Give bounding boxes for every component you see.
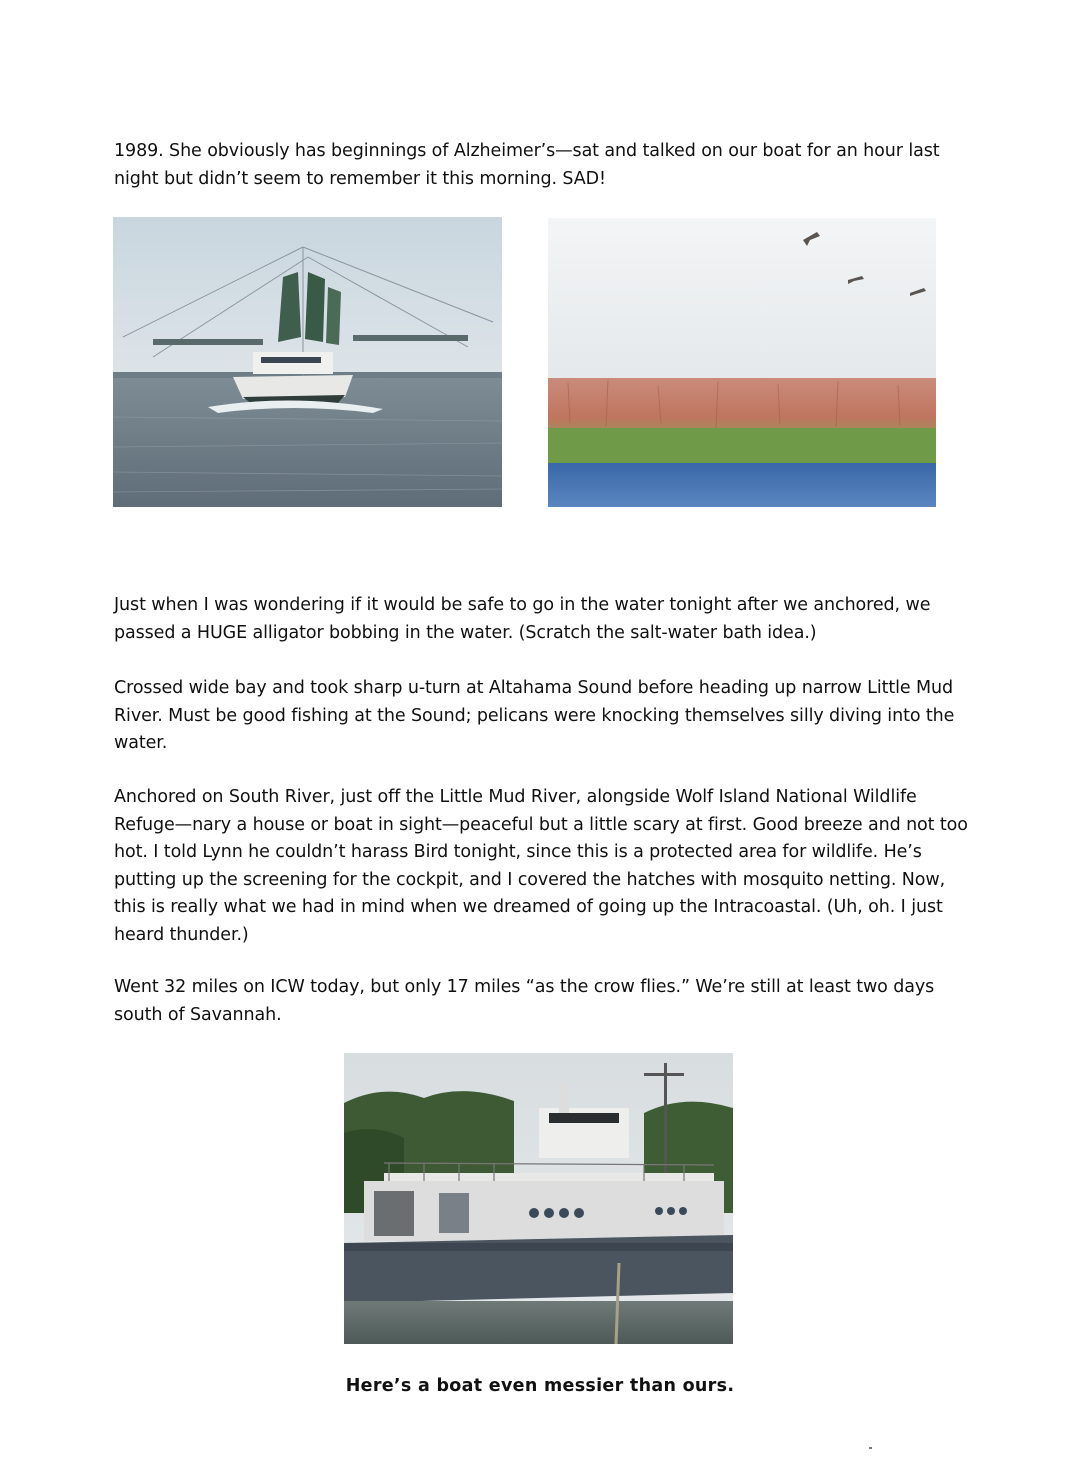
paragraph-alzheimers: 1989. She obviously has beginnings of Alzheimer’s—sat and talked on our boat for an hour last night but didn’t seem to remember it this morning. SAD! <box>114 141 940 189</box>
paragraph-miles: Went 32 miles on ICW today, but only 17 miles “as the crow flies.” We’re still at least two days south of Savannah. <box>114 977 935 1025</box>
shrimp-boat-photo <box>113 217 502 507</box>
paragraph-alligator: Just when I was wondering if it would be safe to go in the water tonight after we anchored, we passed a HUGE alligator bobbing in the water. (Scratch the salt-water bath idea.) <box>114 595 931 643</box>
photo-caption: Here’s a boat even messier than ours. <box>345 1376 735 1396</box>
page-mark <box>869 1447 872 1449</box>
paragraph-altahama-sound: Crossed wide bay and took sharp u-turn at Altahama Sound before heading up narrow Little Mud River. Must be good fishing at the Sound; pelicans were knocking themselves silly diving into the water. <box>114 678 955 753</box>
paragraph-south-river: Anchored on South River, just off the Little Mud River, alongside Wolf Island National Wildlife Refuge—nary a house or boat in sight—peaceful but a little scary at first. Good breeze and not too hot. I told Lynn he couldn’t harass Bird tonight, since this is a protected area for wildlife. He’s putting up the screening for the cockpit, and I covered the hatches with mosquito netting. Now, this is really what we had in mind when we dreamed of going up the Intracoastal. (Uh, oh. I just heard thunder.) <box>114 787 968 945</box>
messy-tugboat-photo <box>344 1053 733 1344</box>
marsh-pelicans-photo <box>548 218 936 507</box>
